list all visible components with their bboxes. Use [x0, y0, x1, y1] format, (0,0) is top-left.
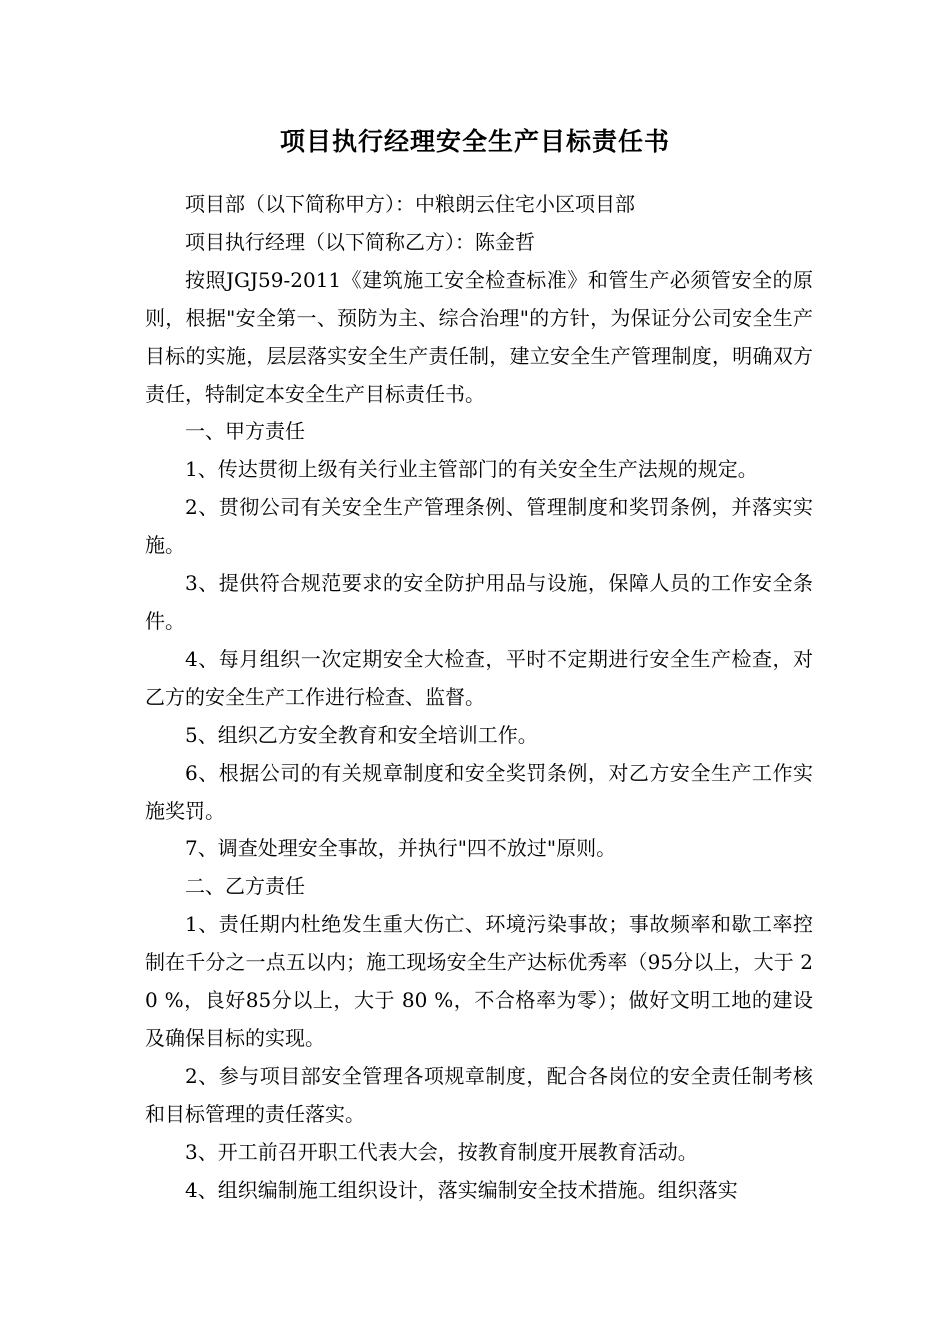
party-b-item-2: 2、参与项目部安全管理各项规章制度，配合各岗位的安全责任制考核和目标管理的责任落实。 — [145, 1063, 813, 1126]
party-a-item-7: 7、调查处理安全事故，并执行"四不放过"原则。 — [185, 836, 617, 861]
section-heading-party-b: 二、乙方责任 — [185, 874, 305, 899]
party-a-item-2: 2、贯彻公司有关安全生产管理条例、管理制度和奖罚条例，并落实实施。 — [145, 495, 813, 558]
party-a-item-4: 4、每月组织一次定期安全大检查，平时不定期进行安全生产检查，对乙方的安全生产工作进行检查、监督。 — [145, 646, 813, 709]
party-a-line: 项目部（以下简称甲方）：中粮朗云住宅小区项目部 — [185, 192, 635, 216]
party-a-item-3: 3、提供符合规范要求的安全防护用品与设施，保障人员的工作安全条件。 — [145, 571, 813, 633]
party-b-line: 项目执行经理（以下简称乙方）：陈金哲 — [185, 229, 535, 254]
party-b-item-4: 4、组织编制施工组织设计，落实编制安全技术措施。组织落实 — [185, 1177, 738, 1202]
party-a-item-1: 1、传达贯彻上级有关行业主管部门的有关安全生产法规的规定。 — [185, 457, 758, 482]
document-title: 项目执行经理安全生产目标责任书 — [279, 127, 670, 156]
section-heading-party-a: 一、甲方责任 — [185, 419, 305, 444]
party-a-item-5: 5、组织乙方安全教育和安全培训工作。 — [185, 722, 538, 747]
document-body — [145, 186, 813, 1209]
party-b-item-3: 3、开工前召开职工代表大会，按教育制度开展教育活动。 — [185, 1139, 698, 1164]
party-a-item-6: 6、根据公司的有关规章制度和安全奖罚条例，对乙方安全生产工作实施奖罚。 — [145, 760, 813, 823]
intro-paragraph: 按照JGJ59-2011《建筑施工安全检查标准》和管生产必须管安全的原则，根据"安全第一、预防为主、综合治理"的方针，为保证分公司安全生产目标的实施，层层落实安全生产责任制，建立安全生产管理制度，明确双方责任，特制定本安全生产目标责任书。 — [145, 267, 813, 406]
party-b-item-1: 1、责任期内杜绝发生重大伤亡、环境污染事故；事故频率和歇工率控制在千分之一点五以内；施工现场安全生产达标优秀率（95分以上，大于 20 %，良好85分以上，大于 80 %，不合格率为零）；做好文明工地的建设及确保目标的实现。 — [145, 912, 813, 1050]
